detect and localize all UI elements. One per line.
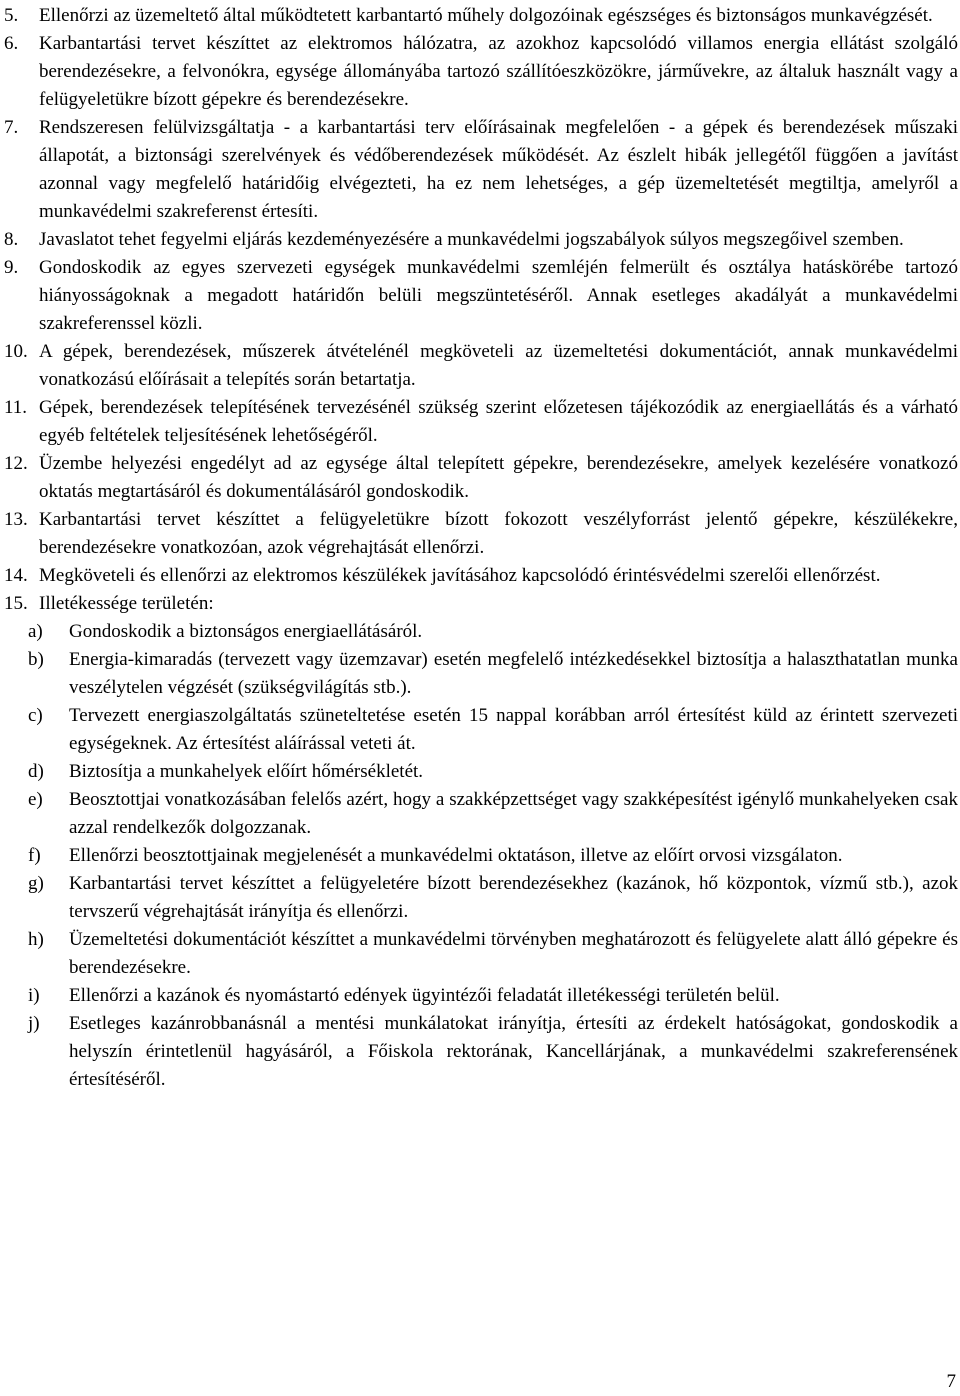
sublist-item — [28, 842, 958, 870]
sub-text: Energia-kimaradás (tervezett vagy üzemzavar) esetén megfelelő intézkedésekkel biztosítja a halaszthatatlan munka veszélytelen végzését (szükségvilágítás stb.). — [69, 649, 958, 698]
sublist-item — [28, 1010, 958, 1094]
item-text: Gépek, berendezések telepítésének tervezésénél szükség szerint előzetesen tájékozódik az energiaellátás és a várható egyéb feltételek teljesítésének lehetőségéről. — [39, 397, 958, 446]
sub-letter: c) — [28, 705, 43, 726]
sub-letter: b) — [28, 649, 44, 670]
sublist-item — [28, 758, 958, 786]
lettered-sublist — [28, 618, 958, 1094]
item-text: Karbantartási tervet készíttet az elektromos hálózatra, az azokhoz kapcsolódó villamos energia ellátást szolgáló berendezésekre, a felvonókra, egysége állományába tartozó szállítóeszközökre, járművekre, az általuk használt vagy a felügyeletükre bízott gépekre és berendezésekre. — [39, 33, 958, 110]
sublist-item — [28, 982, 958, 1010]
item-number: 7. — [4, 117, 19, 138]
list-item — [4, 30, 958, 114]
sub-text: Ellenőrzi a kazánok és nyomástartó edények ügyintézői feladatát illetékességi területén belül. — [69, 985, 780, 1006]
list-item — [4, 506, 958, 562]
item-text: Ellenőrzi az üzemeltető által működtetett karbantartó műhely dolgozóinak egészséges és biztonságos munkavégzését. — [39, 5, 933, 26]
sub-letter: h) — [28, 929, 44, 950]
sub-text: Gondoskodik a biztonságos energiaellátásáról. — [69, 621, 423, 642]
sublist-item — [28, 646, 958, 702]
sub-letter: j) — [28, 1013, 40, 1034]
list-item — [4, 450, 958, 506]
list-item — [4, 226, 958, 254]
item-text: Gondoskodik az egyes szervezeti egységek munkavédelmi szemléjén felmerült és osztálya hatáskörébe tartozó hiányosságoknak a megadott határidőn belüli megszüntetéséről. Annak esetleges akadályát a munkavédelmi szakreferenssel közli. — [39, 257, 958, 334]
sub-letter: a) — [28, 621, 43, 642]
sublist-item — [28, 618, 958, 646]
item-number: 6. — [4, 33, 19, 54]
item-number: 13. — [4, 509, 28, 530]
item-text: Megköveteli és ellenőrzi az elektromos készülékek javításához kapcsolódó érintésvédelmi szerelői ellenőrzést. — [39, 565, 881, 586]
list-item — [4, 562, 958, 590]
sub-text: Biztosítja a munkahelyek előírt hőmérsékletét. — [69, 761, 424, 782]
sub-letter: e) — [28, 789, 43, 810]
item-number: 10. — [4, 341, 28, 362]
list-item — [4, 114, 958, 226]
item-text: Üzembe helyezési engedélyt ad az egysége által telepített gépekre, berendezésekre, amelyek kezelésére vonatkozó oktatás megtartásáról és dokumentálásáról gondoskodik. — [39, 453, 958, 502]
list-item — [4, 590, 958, 618]
sublist-item — [28, 870, 958, 926]
sub-text: Üzemeltetési dokumentációt készíttet a munkavédelmi törvényben meghatározott és felügyelete alatt álló gépekre és berendezésekre. — [69, 929, 958, 978]
sub-text: Beosztottjai vonatkozásában felelős azért, hogy a szakképzettséget vagy szakképesítést igénylő munkahelyeken csak azzal rendelkezők dolgozzanak. — [69, 789, 958, 838]
item-number: 8. — [4, 229, 19, 250]
page-number: 7 — [946, 1371, 956, 1392]
item-text: Illetékessége területén: — [39, 593, 214, 614]
item-text: Karbantartási tervet készíttet a felügyeletükre bízott fokozott veszélyforrást jelentő gépekre, készülékekre, berendezésekre vonatkozóan, azok végrehajtását ellenőrzi. — [39, 509, 958, 558]
list-item — [4, 394, 958, 450]
sublist-item — [28, 786, 958, 842]
sub-letter: f) — [28, 845, 41, 866]
sub-letter: g) — [28, 873, 44, 894]
item-number: 11. — [4, 397, 28, 418]
item-number: 9. — [4, 257, 19, 278]
sub-text: Esetleges kazánrobbanásnál a mentési munkálatokat irányítja, értesíti az érdekelt hatóságokat, gondoskodik a helyszín érintetlenül hagyásáról, a Főiskola rektorának, Kancellárjának, a munkavédelmi szakreferensének értesítéséről. — [69, 1013, 958, 1090]
list-item — [4, 2, 958, 30]
item-number: 5. — [4, 5, 19, 26]
sub-letter: d) — [28, 761, 44, 782]
sublist-item — [28, 926, 958, 982]
item-text: Rendszeresen felülvizsgáltatja - a karbantartási terv előírásainak megfelelően - a gépek és berendezések műszaki állapotát, a biztonsági szerelvények és védőberendezések működését. Az észlelt hibák jellegétől függően a javítást azonnal vagy megfelelő határidőig elvégezteti, ha ez nem lehetséges, a gép üzemeltetését megtiltja, amelyről a munkavédelmi szakreferenst értesíti. — [39, 117, 958, 222]
sub-text: Tervezett energiaszolgáltatás szüneteltetése esetén 15 nappal korábban arról értesítést küld az érintett szervezeti egységeknek. Az értesítést aláírással veteti át. — [69, 705, 958, 754]
list-item — [4, 254, 958, 338]
item-text: Javaslatot tehet fegyelmi eljárás kezdeményezésére a munkavédelmi jogszabályok súlyos megszegőivel szemben. — [39, 229, 904, 250]
sub-text: Karbantartási tervet készíttet a felügyeletére bízott berendezésekhez (kazánok, hő központok, vízmű stb.), azok tervszerű végrehajtását irányítja és ellenőrzi. — [69, 873, 958, 922]
item-number: 12. — [4, 453, 28, 474]
item-number: 14. — [4, 565, 28, 586]
list-item — [4, 338, 958, 394]
sub-text: Ellenőrzi beosztottjainak megjelenését a munkavédelmi oktatáson, illetve az előírt orvosi vizsgálaton. — [69, 845, 843, 866]
item-text: A gépek, berendezések, műszerek átvételénél megköveteli az üzemeltetési dokumentációt, annak munkavédelmi vonatkozású előírásait a telepítés során betartatja. — [39, 341, 958, 390]
item-number: 15. — [4, 593, 28, 614]
numbered-list — [4, 2, 958, 1094]
sub-letter: i) — [28, 985, 40, 1006]
sublist-item — [28, 702, 958, 758]
